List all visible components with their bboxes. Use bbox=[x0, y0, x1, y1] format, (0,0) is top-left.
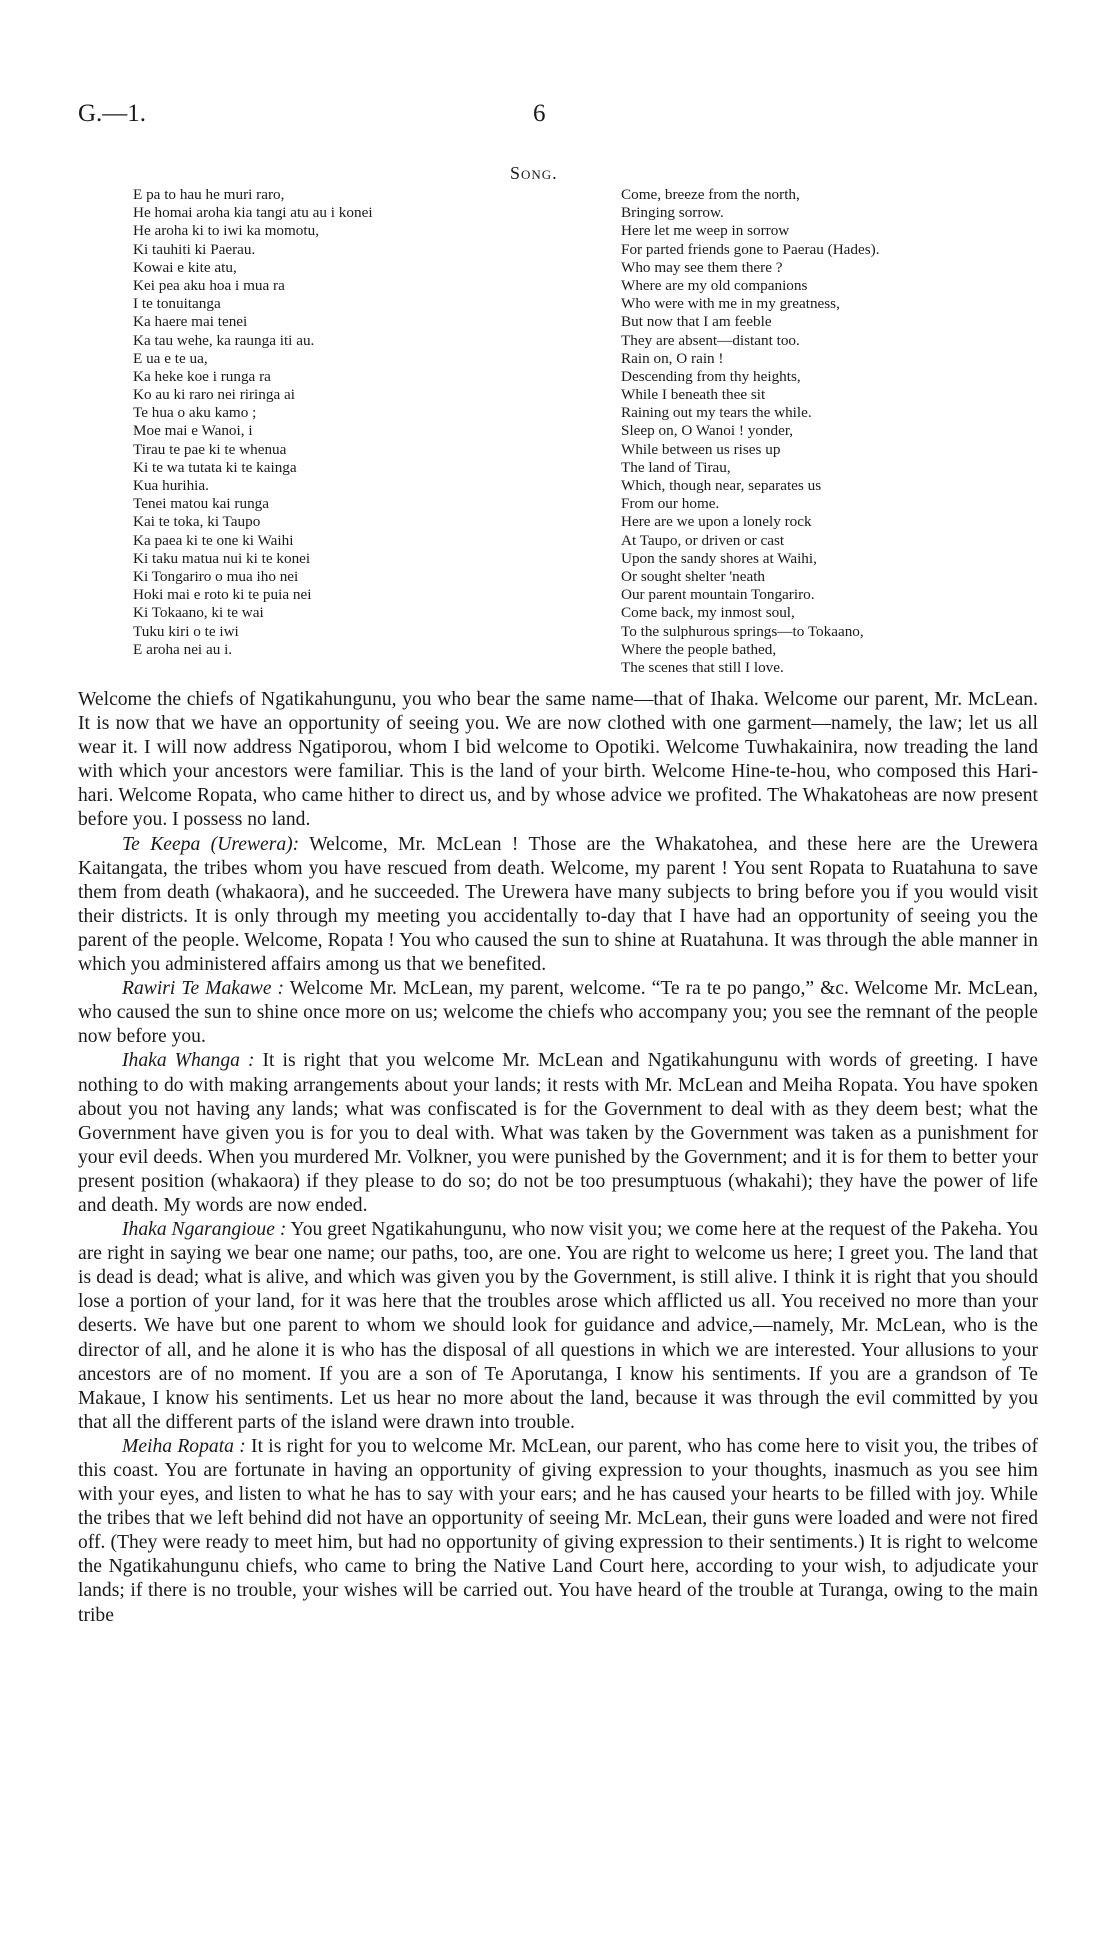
song-line-english: Rain on, O rain ! bbox=[621, 349, 724, 367]
song-line-english: At Taupo, or driven or cast bbox=[621, 531, 785, 549]
paragraph bbox=[78, 833, 1038, 978]
song-line-maori: Ko au ki raro nei riringa ai bbox=[133, 386, 295, 404]
song-line-english: Descending from thy heights, bbox=[621, 367, 801, 385]
paragraph-text: Welcome, Mr. McLean ! Those are the Whakatohea, and these here are the Urewera Kaitangata, the tribes whom you have rescued from death. Welcome, my parent ! You sent Ropata to Ruatahuna to save them from death (whakaora), and he succeeded. The Urewera have many subjects to bring before you if you would visit their districts. It is only through my meeting you accidentally to-day that I have had an opportunity of seeing you the parent of the people. Welcome, Ropata ! You who caused the sun to shine at Ruatahuna. It was through the able manner in which you administered affairs among us that we benefited. bbox=[78, 833, 1038, 976]
speaker-name: Te Keepa (Urewera): bbox=[122, 833, 300, 855]
song-line-maori: Ki te wa tutata ki te kainga bbox=[133, 458, 297, 476]
song-line-maori: Ka haere mai tenei bbox=[133, 313, 248, 331]
song-line-maori: Kai te toka, ki Taupo bbox=[133, 513, 261, 531]
song-line-english: Our parent mountain Tongariro. bbox=[621, 586, 815, 604]
speech-transcript bbox=[78, 688, 1038, 1628]
paragraph bbox=[78, 1435, 1038, 1628]
song-line-english: Where are my old companions bbox=[621, 276, 808, 294]
song-line-maori: Ki taku matua nui ki te konei bbox=[133, 549, 311, 567]
song-line-maori: Hoki mai e roto ki te puia nei bbox=[133, 586, 312, 604]
song-line-maori: Ka paea ki te one ki Waihi bbox=[133, 531, 294, 549]
song-line-maori: He aroha ki to iwi ka momotu, bbox=[133, 222, 320, 240]
song-line-maori: Tirau te pae ki te whenua bbox=[133, 440, 287, 458]
song-line-english: Who were with me in my greatness, bbox=[621, 295, 840, 313]
song-line-english: Come back, my inmost soul, bbox=[621, 604, 795, 622]
song-line-english: Sleep on, O Wanoi ! yonder, bbox=[621, 422, 794, 440]
paragraph-text: You greet Ngatikahungunu, who now visit you; we come here at the request of the Pakeha. You are right in saying we bear one name; our paths, too, are one. You are right to welcome us here; I greet you. The land that is dead is dead; what is alive, and which was given you by the Government, is still alive. I think it is right that you should lose a portion of your land, for it was here that the troubles arose which afflicted us all. You received no more than your deserts. We have but one parent to whom we should look for guidance and advice,—namely, Mr. McLean, who is the director of all, and he alone it is who has the disposal of all questions in which we are interested. Your allusions to your ancestors are of no moment. If you are a son of Te Aporutanga, I know his sentiments. If you are a grandson of Te Makaue, I know his sentiments. Let us hear no more about the land, because it was through the evil committed by you that all the different parts of the island were drawn into trouble. bbox=[78, 1219, 1038, 1433]
speaker-name: Ihaka Whanga : bbox=[122, 1050, 255, 1072]
song-line-maori: E pa to hau he muri raro, bbox=[133, 186, 285, 203]
song-line-maori: E ua e te ua, bbox=[133, 349, 208, 367]
paragraph bbox=[78, 1049, 1038, 1218]
song-line-english: Here let me weep in sorrow bbox=[621, 222, 790, 240]
song-line-maori: E aroha nei au i. bbox=[133, 640, 233, 658]
song-line-maori: Kua hurihia. bbox=[133, 477, 209, 494]
song-line-english: Where the people bathed, bbox=[621, 640, 777, 658]
song-line-english: From our home. bbox=[621, 495, 720, 513]
song-line-english: They are absent—distant too. bbox=[621, 331, 800, 349]
song-line-maori: Tenei matou kai runga bbox=[133, 495, 269, 513]
paragraph-text: Welcome Mr. McLean, my parent, welcome. “Te ra te po pango,” &c. Welcome Mr. McLean, who caused the sun to shine once more on us; welcome the chiefs who accompany you; you see the remnant of the people now before you. bbox=[78, 978, 1038, 1048]
song-line-maori: Te hua o aku kamo ; bbox=[133, 404, 257, 422]
speaker-name: Ihaka Ngarangioue : bbox=[122, 1219, 287, 1241]
page-header bbox=[78, 100, 1038, 140]
song-line-maori: I te tonuitanga bbox=[133, 295, 221, 313]
song-line-english: Bringing sorrow. bbox=[621, 204, 724, 222]
song-line-maori: Kei pea aku hoa i mua ra bbox=[133, 276, 285, 294]
speaker-name: Rawiri Te Makawe : bbox=[122, 978, 285, 1000]
song-title: Song. bbox=[510, 163, 558, 183]
song-line-english: Raining out my tears the while. bbox=[621, 404, 812, 422]
paragraph bbox=[78, 977, 1038, 1049]
song-line-maori: Ki Tokaano, ki te wai bbox=[133, 604, 264, 622]
paragraph bbox=[78, 688, 1038, 833]
song-line-english: Here are we upon a lonely rock bbox=[621, 513, 812, 531]
song-line-english: The scenes that still I love. bbox=[621, 658, 784, 676]
song-english-column bbox=[621, 186, 880, 677]
paragraph bbox=[78, 1218, 1038, 1435]
song-line-english: Which, though near, separates us bbox=[621, 477, 822, 494]
song-line-maori: Moe mai e Wanoi, i bbox=[133, 422, 253, 440]
song-line-maori: Tuku kiri o te iwi bbox=[133, 622, 239, 640]
song-line-english: The land of Tirau, bbox=[621, 458, 731, 476]
song-line-english: While I beneath thee sit bbox=[621, 386, 766, 404]
document-reference: G.—1. bbox=[78, 100, 147, 127]
song-line-english: Upon the sandy shores at Waihi, bbox=[621, 549, 817, 567]
song-line-maori: Ka heke koe i runga ra bbox=[133, 367, 271, 385]
song-line-maori: Ka tau wehe, ka raunga iti au. bbox=[133, 331, 315, 349]
song-line-maori: Kowai e kite atu, bbox=[133, 258, 237, 276]
paragraph-text: Welcome the chiefs of Ngatikahungunu, you who bear the same name—that of Ihaka. Welcome our parent, Mr. McLean. It is now that we have an opportunity of seeing you. We are now clothed with one garment—namely, the law; let us all wear it. I will now address Ngatiporou, whom I bid welcome to Opotiki. Welcome Tuwhakainira, now treading the land with which your ancestors were familiar. This is the land of your birth. Welcome Hine-te-hou, who composed this Hari-hari. Welcome Ropata, who came hither to direct us, and by whose advice we profited. The Whakatoheas are now present before you. I possess no land. bbox=[78, 689, 1038, 831]
song-line-english: To the sulphurous springs—to Tokaano, bbox=[621, 622, 864, 640]
page-number: 6 bbox=[533, 100, 546, 127]
song-line-maori: He homai aroha kia tangi atu au i konei bbox=[133, 204, 373, 222]
song-line-english: For parted friends gone to Paerau (Hades). bbox=[621, 240, 880, 258]
song-line-maori: Ki Tongariro o mua iho nei bbox=[133, 567, 299, 585]
song-line-maori: Ki tauhiti ki Paerau. bbox=[133, 240, 256, 258]
song-line-english: Or sought shelter 'neath bbox=[621, 567, 766, 585]
speaker-name: Meiha Ropata : bbox=[122, 1435, 246, 1457]
song-line-english: While between us rises up bbox=[621, 440, 781, 458]
song-line-english: Come, breeze from the north, bbox=[621, 186, 800, 203]
song-maori-column bbox=[133, 186, 373, 659]
song-line-english: But now that I am feeble bbox=[621, 313, 772, 331]
paragraph-text: It is right that you welcome Mr. McLean and Ngatikahungunu with words of greeting. I have nothing to do with making arrangements about your lands; it rests with Mr. McLean and Meiha Ropata. You have spoken about you not having any lands; what was confiscated is for the Government to deal with as they deem best; what the Government have given you is for you to deal with. What was taken by the Government was taken as a punishment for your evil deeds. When you murdered Mr. Volkner, you were punished by the Government; and it is for them to better your present position (whakaora) if they please to do so; do not be too presumptuous (whakahi); they have the power of life and death. My words are now ended. bbox=[78, 1050, 1038, 1216]
song-line-english: Who may see them there ? bbox=[621, 258, 783, 276]
paragraph-text: It is right for you to welcome Mr. McLean, our parent, who has come here to visit you, the tribes of this coast. You are fortunate in having an opportunity of giving expression to your thoughts, inasmuch as you see him with your eyes, and listen to what he has to say with your ears; and he has caused your hearts to be filled with joy. While the tribes that we left behind did not have an opportunity of seeing Mr. McLean, their guns were loaded and were not fired off. (They were ready to meet him, but had no opportunity of giving expression to their sentiments.) It is right to welcome the Ngatikahungunu chiefs, who came to bring the Native Land Court here, according to your wish, to adjudicate your lands; if there is no trouble, your wishes will be carried out. You have heard of the trouble at Turanga, owing to the main tribe bbox=[78, 1435, 1039, 1626]
